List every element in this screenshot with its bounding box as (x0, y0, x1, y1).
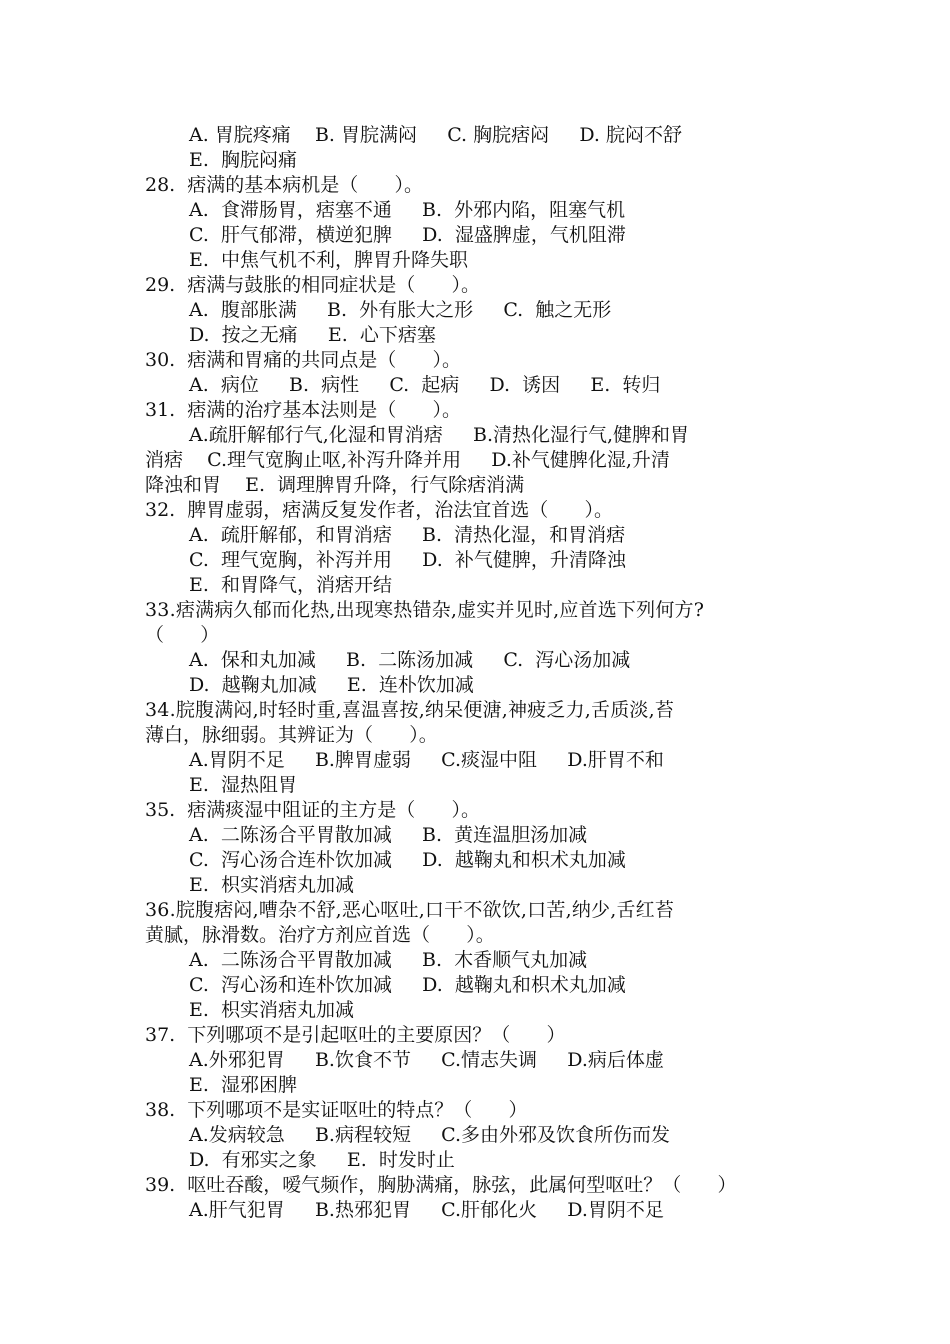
option-line: A.发病较急 B.病程较短 C.多由外邪及饮食所伤而发 (189, 1124, 671, 1146)
option-line: E. 胸脘闷痛 (189, 149, 297, 171)
option-line: E. 枳实消痞丸加减 (189, 999, 354, 1021)
option-line: A. 胃脘疼痛 B. 胃脘满闷 C. 胸脘痞闷 D. 脘闷不舒 (189, 124, 682, 146)
question-continuation-line: 薄白，脉细弱。其辨证为（ ）。 (145, 724, 438, 746)
question-continuation-line: 降浊和胃 E. 调理脾胃升降，行气除痞消满 (145, 474, 525, 496)
question-line: 31. 痞满的治疗基本法则是（ ）。 (145, 399, 462, 421)
option-line: A. 食滞肠胃，痞塞不通 B. 外邪内陷，阻塞气机 (189, 199, 626, 221)
option-line: E. 湿邪困脾 (189, 1074, 297, 1096)
option-line: A.疏肝解郁行气,化湿和胃消痞 B.清热化湿行气,健脾和胃 (189, 424, 690, 446)
option-line: E. 枳实消痞丸加减 (189, 874, 354, 896)
option-line: E. 和胃降气，消痞开结 (189, 574, 392, 596)
option-line: A. 二陈汤合平胃散加减 B. 木香顺气丸加减 (189, 949, 588, 971)
question-line: 28. 痞满的基本病机是（ ）。 (145, 174, 424, 196)
option-line: A.外邪犯胃 B.饮食不节 C.情志失调 D.病后体虚 (189, 1049, 664, 1071)
option-line: D. 有邪实之象 E. 时发时止 (189, 1149, 455, 1171)
question-line: 35. 痞满痰湿中阻证的主方是（ ）。 (145, 799, 481, 821)
question-line: 34.脘腹满闷,时轻时重,喜温喜按,纳呆便溏,神疲乏力,舌质淡,苔 (145, 699, 675, 721)
option-line: E. 中焦气机不利，脾胃升降失职 (189, 249, 468, 271)
option-line: A.胃阴不足 B.脾胃虚弱 C.痰湿中阻 D.肝胃不和 (189, 749, 664, 771)
option-line: A. 腹部胀满 B. 外有胀大之形 C. 触之无形 (189, 299, 612, 321)
question-line: 30. 痞满和胃痛的共同点是（ ）。 (145, 349, 462, 371)
question-line: 39. 呕吐吞酸，嗳气频作，胸胁满痛，脉弦，此属何型呕吐？（ ） (145, 1174, 737, 1196)
question-continuation-line: 消痞 C.理气宽胸止呕,补泻升降并用 D.补气健脾化湿,升清 (145, 449, 670, 471)
option-line: C. 泻心汤和连朴饮加减 D. 越鞠丸和枳术丸加减 (189, 974, 626, 996)
option-line: C. 肝气郁滞，横逆犯脾 D. 湿盛脾虚，气机阻滞 (189, 224, 626, 246)
question-continuation-line: （ ） (145, 624, 220, 646)
option-line: A. 病位 B. 病性 C. 起病 D. 诱因 E. 转归 (189, 374, 661, 396)
question-line: 37. 下列哪项不是引起呕吐的主要原因？（ ） (145, 1024, 566, 1046)
option-line: D. 按之无痛 E. 心下痞塞 (189, 324, 436, 346)
option-line: A. 保和丸加减 B. 二陈汤加减 C. 泻心汤加减 (189, 649, 631, 671)
question-line: 36.脘腹痞闷,嘈杂不舒,恶心呕吐,口干不欲饮,口苦,纳少,舌红苔 (145, 899, 675, 921)
option-line: A. 疏肝解郁，和胃消痞 B. 清热化湿，和胃消痞 (189, 524, 626, 546)
question-continuation-line: 黄腻，脉滑数。治疗方剂应首选（ ）。 (145, 924, 495, 946)
option-line: A. 二陈汤合平胃散加减 B. 黄连温胆汤加减 (189, 824, 588, 846)
option-line: C. 泻心汤合连朴饮加减 D. 越鞠丸和枳术丸加减 (189, 849, 626, 871)
option-line: E. 湿热阻胃 (189, 774, 297, 796)
option-line: D. 越鞠丸加减 E. 连朴饮加减 (189, 674, 474, 696)
question-line: 29. 痞满与鼓胀的相同症状是（ ）。 (145, 274, 481, 296)
option-line: A.肝气犯胃 B.热邪犯胃 C.肝郁化火 D.胃阴不足 (189, 1199, 664, 1221)
question-line: 33.痞满病久郁而化热,出现寒热错杂,虚实并见时,应首选下列何方? (145, 599, 705, 621)
question-line: 38. 下列哪项不是实证呕吐的特点？（ ） (145, 1099, 528, 1121)
question-line: 32. 脾胃虚弱，痞满反复发作者，治法宜首选（ ）。 (145, 499, 614, 521)
option-line: C. 理气宽胸，补泻并用 D. 补气健脾，升清降浊 (189, 549, 626, 571)
